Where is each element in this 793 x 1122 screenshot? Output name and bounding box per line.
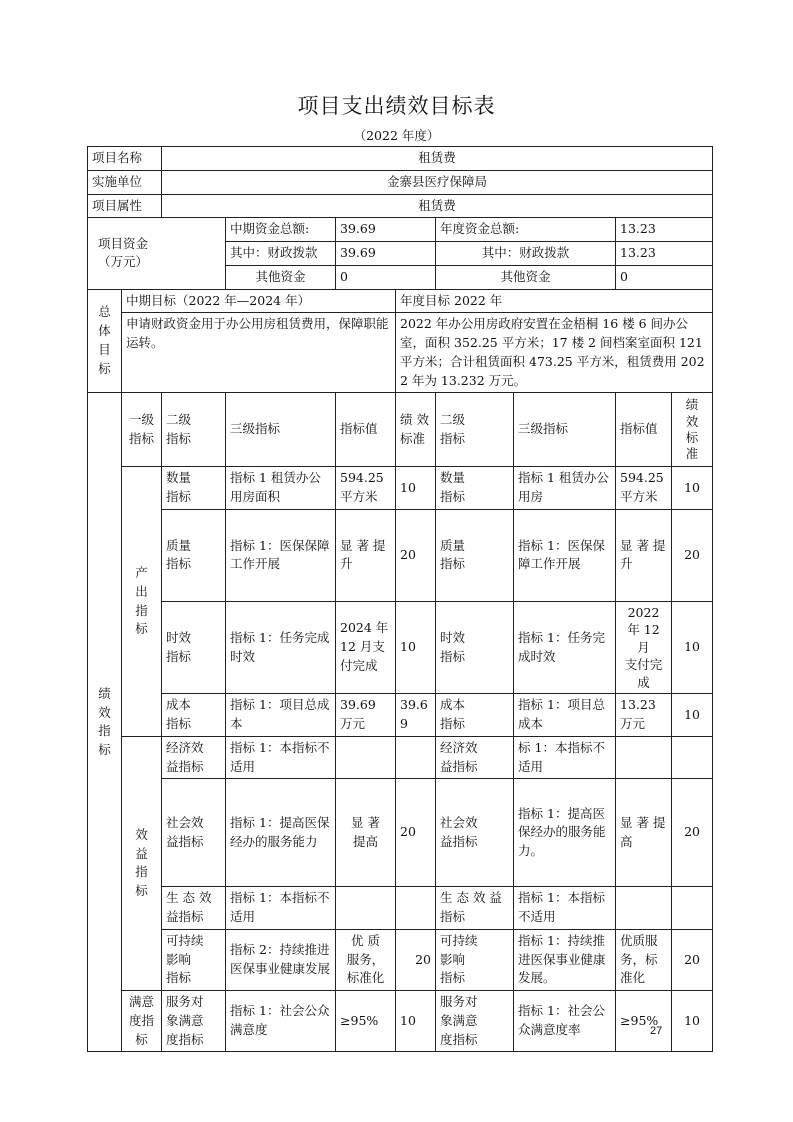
overall-goal-label: 总 体 目 标 [88,289,122,393]
cell-value [336,736,396,779]
mid-other-label: 其他资金 [226,265,336,289]
cell-value-b: 显 著 提 升 [616,509,672,601]
cell-l2: 经济效 益指标 [162,736,226,779]
cell-value: 显 著 提高 [336,779,396,887]
project-name-value: 租赁费 [162,147,713,171]
cell-l3-b: 指标 1：持续推进医保事业健康发展。 [514,929,616,990]
cell-standard: 10 [396,601,436,694]
cell-standard-b: 10 [672,601,713,694]
cell-standard: 20 [396,779,436,887]
cell-value: 2024 年 12 月支 付完成 [336,601,396,694]
header-level3: 三级指标 [226,393,336,467]
mid-other-value: 0 [336,265,436,289]
performance-indicator-label: 绩 效 指 标 [88,393,122,1052]
cell-value-b: ≥95% [616,991,672,1052]
year-goal-text: 2022 年办公用房政府安置在金梧桐 16 楼 6 间办公室，面积 352.25 平方米；17 楼 2 间档案室面积 121 平方米；合计租赁面积 473.25 平方米，租赁费用 2022 年为 13.232 万元。 [396,313,713,393]
header-value: 指标值 [336,393,396,467]
cell-standard: 39.6 9 [396,694,436,737]
cell-l3: 指标 2：持续推进医保事业健康发展 [226,929,336,990]
header-standard: 绩 效 标准 [396,393,436,467]
cell-value: 优 质 服务， 标准化 [336,929,396,990]
satisfaction-indicator-label: 满意 度指 标 [122,991,162,1052]
cell-l3: 指标 1：本指标不适用 [226,736,336,779]
cell-standard-b: 20 [672,779,713,887]
cell-standard: 10 [396,467,436,510]
year-total-label: 年度资金总额: [436,218,616,242]
page-number: 27 [650,1025,663,1037]
cell-value: 显 著 提 升 [336,509,396,601]
output-indicator-label: 产 出 指 标 [122,467,162,737]
cell-l2-b: 经济效 益指标 [436,736,514,779]
cell-value-b: 优质服 务，标 准化 [616,929,672,990]
performance-goal-table [87,146,713,1052]
header-level2-b: 二级 指标 [436,393,514,467]
cell-l3-b: 指标 1：任务完成时效 [514,601,616,694]
cell-value: 594.25 平方米 [336,467,396,510]
cell-l2: 生 态 效 益指标 [162,887,226,930]
cell-l2-b: 数量 指标 [436,467,514,510]
header-level3-b: 三级指标 [514,393,616,467]
cell-l3: 指标 1：任务完成时效 [226,601,336,694]
cell-value-b [616,736,672,779]
page-title: 项目支出绩效目标表 [297,94,496,118]
cell-l3-b: 指标 1：医保保障工作开展 [514,509,616,601]
cell-l3-b: 指标 1：社会公众满意度率 [514,991,616,1052]
unit-label: 实施单位 [88,170,162,194]
cell-value [336,887,396,930]
cell-value-b: 594.25 平方米 [616,467,672,510]
header-value-b: 指标值 [616,393,672,467]
year-fiscal-value: 13.23 [616,242,713,266]
cell-standard-b [672,887,713,930]
cell-l2: 数量 指标 [162,467,226,510]
cell-standard [396,887,436,930]
cell-value-b: 显 著 提 高 [616,779,672,887]
year-fiscal-label: 其中：财政拨款 [436,242,616,266]
cell-standard: 10 [396,991,436,1052]
header-level2: 二级 指标 [162,393,226,467]
cell-l3-b: 指标 1：提高医保经办的服务能力。 [514,779,616,887]
cell-l3-b: 指标 1：项目总成本 [514,694,616,737]
cell-standard-b: 20 [672,509,713,601]
fund-label: 项目资金 （万元） [88,218,226,289]
cell-l3: 指标 1：本指标不适用 [226,887,336,930]
year-label: （2022 年度） [353,128,440,143]
cell-l2: 社会效 益指标 [162,779,226,887]
year-total-value: 13.23 [616,218,713,242]
mid-goal-text: 申请财政资金用于办公用房租赁费用，保障职能运转。 [122,313,396,393]
unit-value: 金寨县医疗保障局 [162,170,713,194]
cell-standard-b: 10 [672,467,713,510]
cell-l2-b: 生 态 效 益 指标 [436,887,514,930]
cell-l2-b: 服务对 象满意 度指标 [436,991,514,1052]
cell-value: 39.69 万元 [336,694,396,737]
cell-standard-b: 20 [672,929,713,990]
cell-value: ≥95% [336,991,396,1052]
cell-l2-b: 质量 指标 [436,509,514,601]
cell-l3-b: 指标 1：本指标不适用 [514,887,616,930]
cell-standard-b: 10 [672,694,713,737]
cell-standard-b: 10 [672,991,713,1052]
mid-total-value: 39.69 [336,218,436,242]
year-other-label: 其他资金 [436,265,616,289]
attr-value: 租赁费 [162,194,713,218]
cell-standard-b [672,736,713,779]
cell-l2: 质量 指标 [162,509,226,601]
cell-standard [396,736,436,779]
cell-l2-b: 可持续 影响 指标 [436,929,514,990]
year-goal-header: 年度目标 2022 年 [396,289,713,313]
cell-l2: 时效 指标 [162,601,226,694]
cell-value-b: 13.23 万元 [616,694,672,737]
cell-l3: 指标 1：社会公众满意度 [226,991,336,1052]
cell-l3: 指标 1：医保保障工作开展 [226,509,336,601]
cell-l3: 指标 1：项目总成本 [226,694,336,737]
benefit-indicator-label: 效 益 指 标 [122,736,162,990]
cell-l3: 指标 1：提高医保经办的服务能力 [226,779,336,887]
cell-l3-b: 指标 1 租赁办公用房 [514,467,616,510]
mid-fiscal-value: 39.69 [336,242,436,266]
cell-l2-b: 社会效 益指标 [436,779,514,887]
cell-l2-b: 成本 指标 [436,694,514,737]
year-other-value: 0 [616,265,713,289]
cell-l2: 可持续 影响 指标 [162,929,226,990]
header-standard-b: 绩 效 标 准 [672,393,713,467]
cell-standard: 20 [396,929,436,990]
cell-l3: 指标 1 租赁办公用房面积 [226,467,336,510]
cell-l2: 成本 指标 [162,694,226,737]
cell-value-b: 2022 年 12 月 支付完 成 [616,601,672,694]
mid-total-label: 中期资金总额: [226,218,336,242]
cell-value-b [616,887,672,930]
mid-goal-header: 中期目标（2022 年—2024 年） [122,289,396,313]
mid-fiscal-label: 其中：财政拨款 [226,242,336,266]
cell-l2-b: 时效 指标 [436,601,514,694]
cell-l3-b: 标 1：本指标不适用 [514,736,616,779]
attr-label: 项目属性 [88,194,162,218]
cell-l2: 服务对 象满意 度指标 [162,991,226,1052]
header-level1: 一级 指标 [122,393,162,467]
project-name-label: 项目名称 [88,147,162,171]
cell-standard: 20 [396,509,436,601]
